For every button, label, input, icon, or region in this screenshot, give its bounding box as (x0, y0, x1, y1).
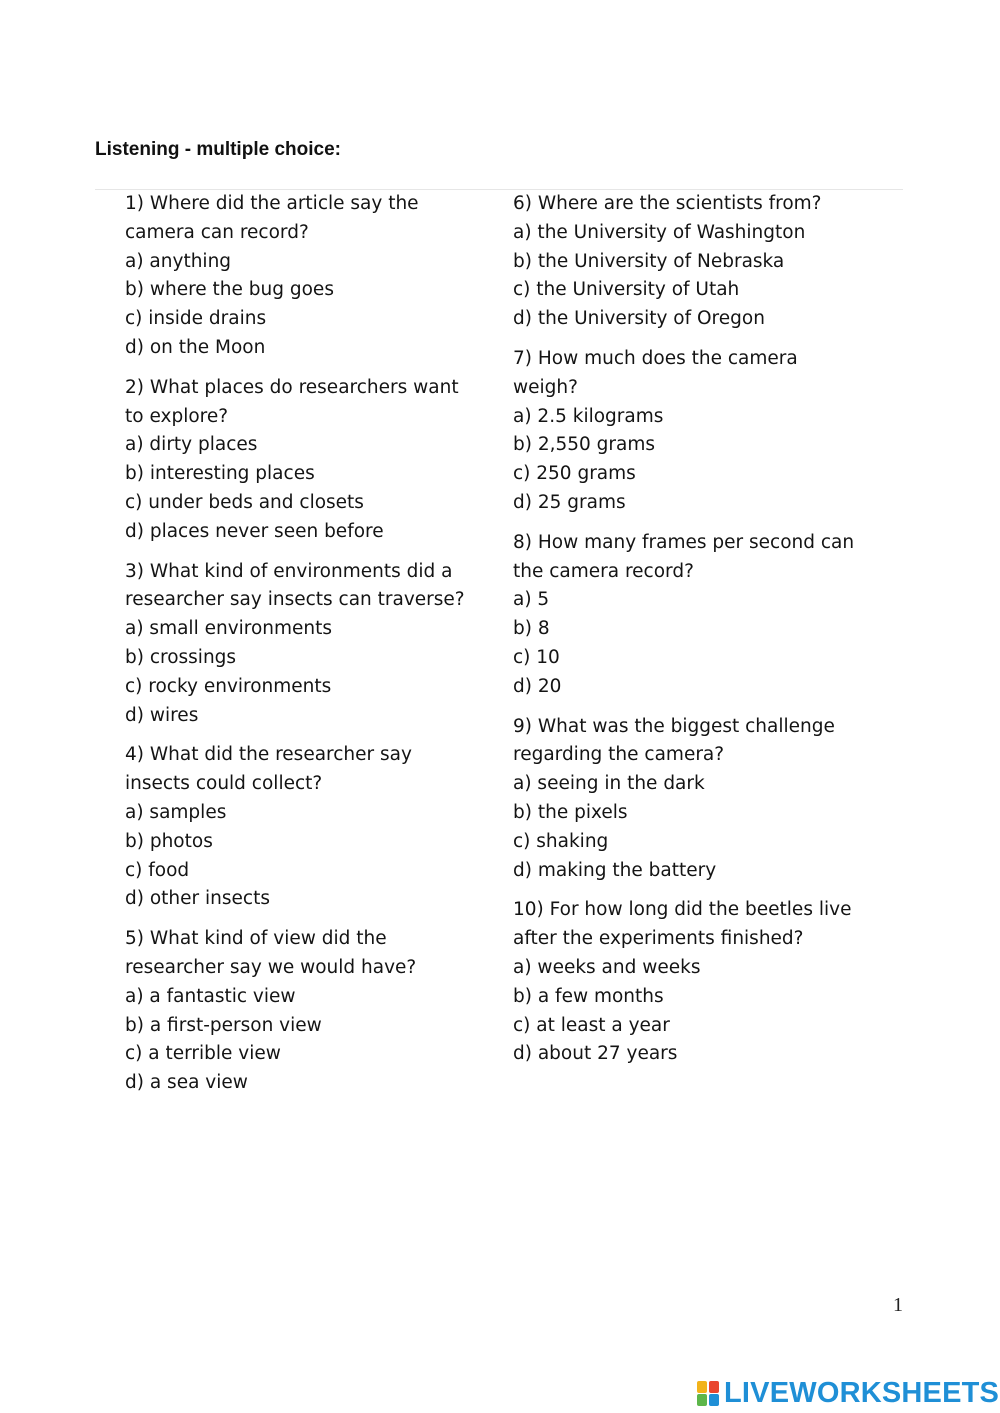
answer-option[interactable]: a) 5 (513, 589, 550, 611)
question-block (513, 529, 893, 702)
left-question-column (125, 190, 505, 1109)
liveworksheets-logo-icon (697, 1379, 721, 1407)
answer-option[interactable]: c) at least a year (513, 1014, 670, 1036)
page-number: 1 (893, 1294, 903, 1316)
answer-option[interactable]: d) the University of Oregon (513, 308, 765, 330)
answer-option[interactable]: c) 250 grams (513, 463, 636, 485)
question-text: weigh? (513, 376, 578, 398)
answer-option[interactable]: c) inside drains (125, 308, 267, 330)
question-text: after the experiments finished? (513, 928, 804, 950)
answer-option[interactable]: b) a first-person view (125, 1014, 322, 1036)
answer-option[interactable]: d) wires (125, 704, 199, 726)
question-block (125, 374, 505, 547)
answer-option[interactable]: a) seeing in the dark (513, 773, 705, 795)
liveworksheets-logo-text: LIVEWORKSHEETS (724, 1376, 1000, 1409)
answer-option[interactable]: a) weeks and weeks (513, 956, 701, 978)
question-text: 3) What kind of environments did a (125, 560, 453, 582)
answer-option[interactable]: c) 10 (513, 646, 560, 668)
answer-option[interactable]: b) crossings (125, 646, 237, 668)
answer-option[interactable]: a) a fantastic view (125, 985, 296, 1007)
question-text: to explore? (125, 405, 229, 427)
answer-option[interactable]: b) where the bug goes (125, 279, 334, 301)
question-text: regarding the camera? (513, 744, 725, 766)
answer-option[interactable]: d) a sea view (125, 1072, 248, 1094)
question-block (125, 925, 505, 1098)
answer-option[interactable]: d) 25 grams (513, 491, 626, 513)
question-block (513, 345, 893, 518)
question-block (125, 190, 505, 363)
answer-option[interactable]: c) the University of Utah (513, 279, 740, 301)
question-text: 1) Where did the article say the (125, 193, 419, 214)
question-text: 8) How many frames per second can (513, 531, 855, 553)
question-text: the camera record? (513, 560, 694, 582)
question-text: 10) For how long did the beetles live (513, 899, 852, 921)
question-block (125, 741, 505, 914)
answer-option[interactable]: c) food (125, 859, 190, 881)
answer-option[interactable]: c) shaking (513, 830, 609, 852)
question-text: 9) What was the biggest challenge (513, 715, 835, 737)
worksheet-title: Listening - multiple choice: (95, 139, 341, 160)
answer-option[interactable]: a) anything (125, 250, 232, 272)
answer-option[interactable]: c) a terrible view (125, 1043, 281, 1065)
answer-option[interactable]: d) about 27 years (513, 1043, 678, 1065)
answer-option[interactable]: d) making the battery (513, 859, 717, 881)
answer-option[interactable]: c) under beds and closets (125, 491, 364, 513)
right-question-column (513, 190, 893, 1080)
answer-option[interactable]: b) interesting places (125, 463, 315, 485)
answer-option[interactable]: d) other insects (125, 888, 270, 910)
question-text: insects could collect? (125, 773, 323, 795)
liveworksheets-logo (697, 1375, 999, 1411)
answer-option[interactable]: b) photos (125, 830, 213, 852)
answer-option[interactable]: b) 8 (513, 618, 550, 640)
question-text: 6) Where are the scientists from? (513, 193, 822, 214)
answer-option[interactable]: d) on the Moon (125, 336, 266, 358)
answer-option[interactable]: a) small environments (125, 618, 333, 640)
answer-option[interactable]: b) the pixels (513, 801, 628, 823)
answer-option[interactable]: b) 2,550 grams (513, 434, 656, 456)
question-text: researcher say insects can traverse? (125, 589, 465, 611)
answer-option[interactable]: b) the University of Nebraska (513, 250, 785, 272)
answer-option[interactable]: a) samples (125, 801, 227, 823)
question-text: researcher say we would have? (125, 956, 417, 978)
answer-option[interactable]: c) rocky environments (125, 675, 332, 697)
answer-option[interactable]: b) a few months (513, 985, 664, 1007)
answer-option[interactable]: d) 20 (513, 675, 562, 697)
answer-option[interactable]: a) 2.5 kilograms (513, 405, 664, 427)
question-text: camera can record? (125, 221, 309, 243)
answer-option[interactable]: a) the University of Washington (513, 221, 806, 243)
question-block (513, 896, 893, 1069)
question-block (513, 713, 893, 886)
question-block (513, 190, 893, 334)
question-text: 5) What kind of view did the (125, 928, 387, 950)
answer-option[interactable]: d) places never seen before (125, 520, 384, 542)
question-text: 2) What places do researchers want (125, 376, 459, 398)
question-block (125, 558, 505, 731)
question-text: 7) How much does the camera (513, 347, 798, 369)
question-text: 4) What did the researcher say (125, 744, 412, 766)
answer-option[interactable]: a) dirty places (125, 434, 258, 456)
